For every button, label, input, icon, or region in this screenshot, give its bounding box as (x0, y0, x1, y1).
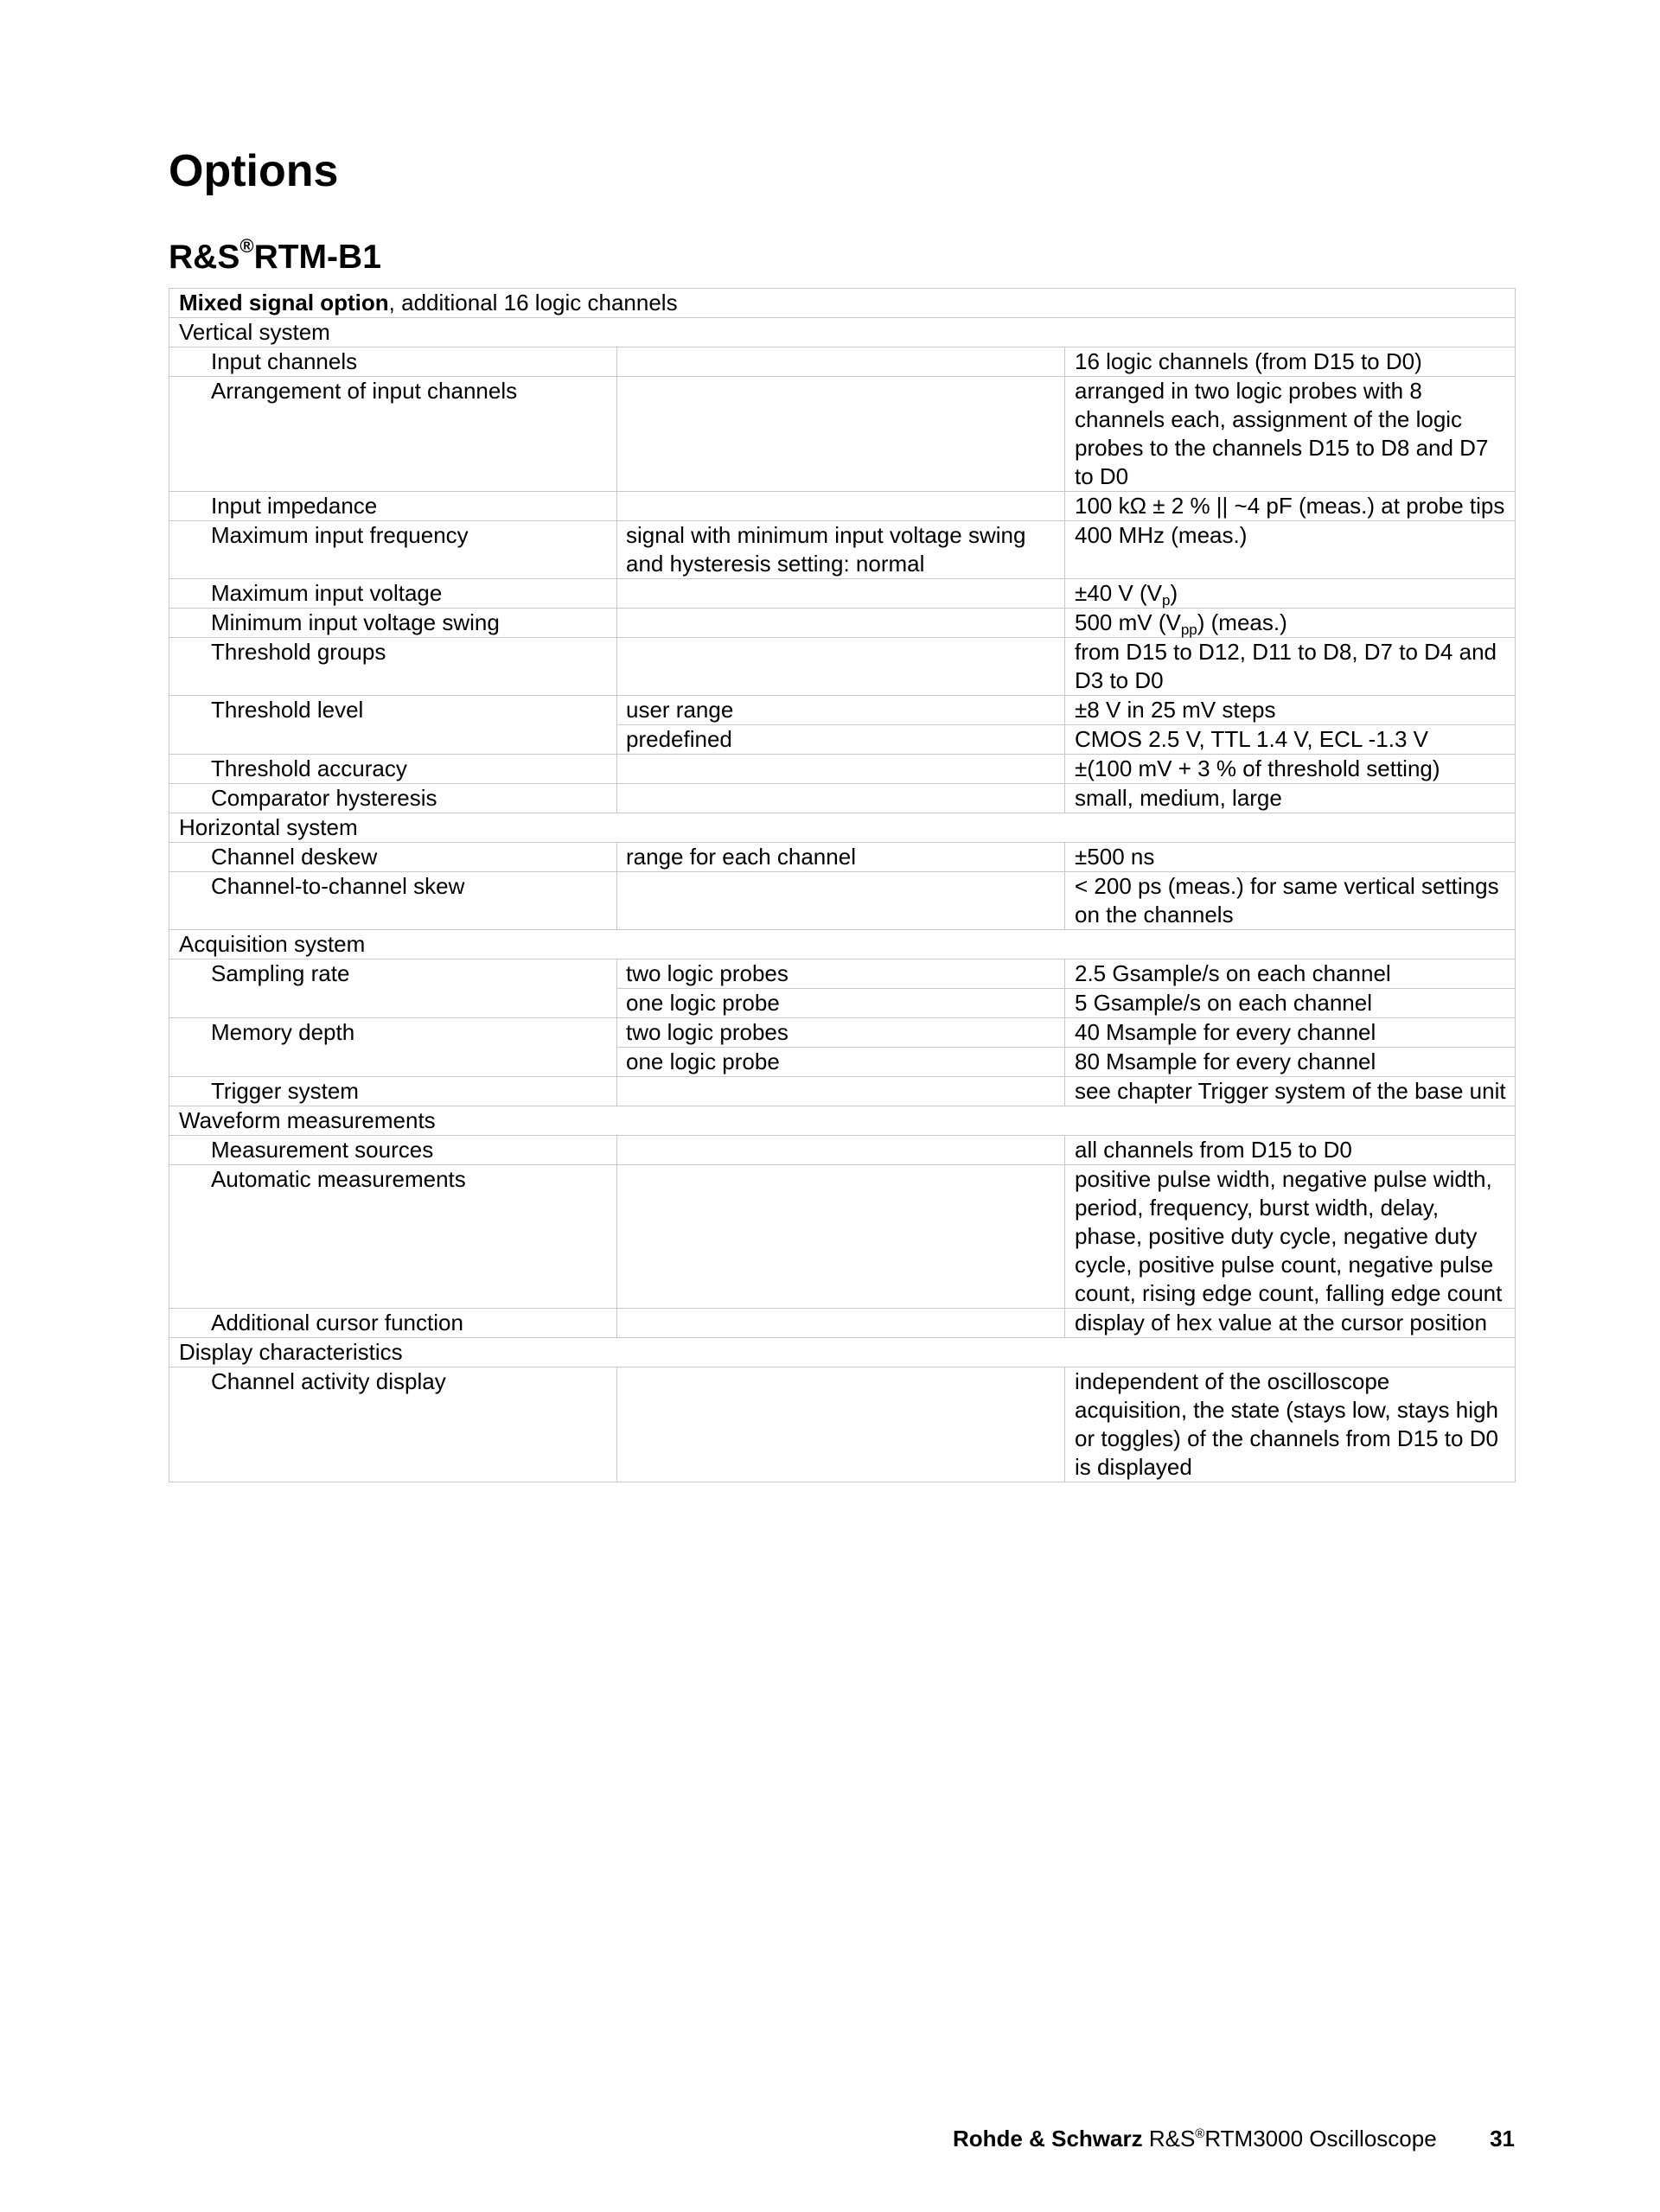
group-row (169, 1106, 1516, 1136)
param-cell: Maximum input voltage (169, 579, 617, 609)
param-cell: Threshold accuracy (169, 755, 617, 784)
intro-cell (169, 289, 1516, 318)
param-cell: Threshold groups (169, 638, 617, 696)
value-text: ) (1170, 580, 1178, 606)
condition-cell (617, 377, 1065, 492)
condition-cell (617, 1309, 1065, 1338)
param-cell: Sampling rate (169, 959, 617, 1018)
table-row (169, 1018, 1516, 1048)
condition-cell (617, 347, 1065, 377)
param-cell: Automatic measurements (169, 1165, 617, 1309)
condition-cell (617, 1165, 1065, 1309)
table-row (169, 1367, 1516, 1482)
condition-cell (617, 1367, 1065, 1482)
value-cell: 2.5 Gsample/s on each channel (1065, 959, 1516, 989)
param-cell: Trigger system (169, 1077, 617, 1106)
section-prefix: R&S (169, 239, 240, 276)
condition-cell (617, 492, 1065, 521)
group-row (169, 318, 1516, 347)
value-cell: display of hex value at the cursor position (1065, 1309, 1516, 1338)
condition-cell (617, 609, 1065, 638)
value-cell: arranged in two logic probes with 8 channels each, assignment of the logic probes to the channels D15 to D8 and D7 to D0 (1065, 377, 1516, 492)
group-display: Display characteristics (169, 1338, 1516, 1367)
intro-bold: Mixed signal option (179, 290, 389, 316)
footer-product: RTM3000 Oscilloscope (1204, 2126, 1437, 2151)
value-cell: independent of the oscilloscope acquisition, the state (stays low, stays high or toggles) of the channels from D15 to D0 is displayed (1065, 1367, 1516, 1482)
condition-cell (617, 1077, 1065, 1106)
table-row (169, 784, 1516, 813)
group-horizontal: Horizontal system (169, 813, 1516, 843)
footer-product-prefix: R&S (1148, 2126, 1196, 2151)
value-cell: from D15 to D12, D11 to D8, D7 to D4 and D3 to D0 (1065, 638, 1516, 696)
value-cell: < 200 ps (meas.) for same vertical settings on the channels (1065, 872, 1516, 930)
condition-cell (617, 872, 1065, 930)
param-cell: Threshold level (169, 696, 617, 755)
table-row (169, 843, 1516, 872)
value-cell: all channels from D15 to D0 (1065, 1136, 1516, 1165)
table-row (169, 1165, 1516, 1309)
condition-cell: signal with minimum input voltage swing and hysteresis setting: normal (617, 521, 1065, 579)
condition-cell: user range (617, 696, 1065, 725)
table-row (169, 696, 1516, 725)
section-name: RTM-B1 (253, 239, 381, 276)
table-row (169, 492, 1516, 521)
group-waveform: Waveform measurements (169, 1106, 1516, 1136)
section-title (169, 235, 381, 277)
page-number: 31 (1490, 2126, 1515, 2151)
table-row (169, 609, 1516, 638)
condition-cell: range for each channel (617, 843, 1065, 872)
value-cell: 40 Msample for every channel (1065, 1018, 1516, 1048)
param-cell: Minimum input voltage swing (169, 609, 617, 638)
condition-cell: two logic probes (617, 1018, 1065, 1048)
condition-cell (617, 784, 1065, 813)
group-row (169, 1338, 1516, 1367)
param-cell: Arrangement of input channels (169, 377, 617, 492)
group-acquisition: Acquisition system (169, 930, 1516, 959)
registered-mark: ® (239, 235, 254, 257)
intro-row (169, 289, 1516, 318)
value-cell: 80 Msample for every channel (1065, 1048, 1516, 1077)
param-cell: Maximum input frequency (169, 521, 617, 579)
footer-brand: Rohde & Schwarz (953, 2126, 1143, 2151)
value-cell: 400 MHz (meas.) (1065, 521, 1516, 579)
table-row (169, 755, 1516, 784)
table-row (169, 1136, 1516, 1165)
value-cell: 5 Gsample/s on each channel (1065, 989, 1516, 1018)
table-row (169, 638, 1516, 696)
value-cell: CMOS 2.5 V, TTL 1.4 V, ECL -1.3 V (1065, 725, 1516, 755)
value-cell: 16 logic channels (from D15 to D0) (1065, 347, 1516, 377)
value-cell: ±(100 mV + 3 % of threshold setting) (1065, 755, 1516, 784)
intro-rest: , additional 16 logic channels (388, 290, 678, 316)
param-cell: Channel deskew (169, 843, 617, 872)
value-subscript: p (1161, 592, 1171, 609)
param-cell: Memory depth (169, 1018, 617, 1077)
param-cell: Comparator hysteresis (169, 784, 617, 813)
spec-table (169, 288, 1516, 1482)
condition-cell: one logic probe (617, 1048, 1065, 1077)
condition-cell: predefined (617, 725, 1065, 755)
group-vertical: Vertical system (169, 318, 1516, 347)
param-cell: Channel-to-channel skew (169, 872, 617, 930)
condition-cell: two logic probes (617, 959, 1065, 989)
table-row (169, 872, 1516, 930)
table-row (169, 1077, 1516, 1106)
footer-registered-mark: ® (1195, 2126, 1205, 2141)
param-cell: Measurement sources (169, 1136, 617, 1165)
table-row (169, 1309, 1516, 1338)
value-text: ) (meas.) (1197, 609, 1287, 635)
condition-cell (617, 638, 1065, 696)
value-cell: see chapter Trigger system of the base unit (1065, 1077, 1516, 1106)
param-cell: Additional cursor function (169, 1309, 617, 1338)
table-row (169, 579, 1516, 609)
condition-cell (617, 755, 1065, 784)
param-cell: Channel activity display (169, 1367, 617, 1482)
page-title: Options (169, 146, 339, 196)
value-cell (1065, 609, 1516, 638)
value-cell: ±500 ns (1065, 843, 1516, 872)
table-row (169, 521, 1516, 579)
value-text: 500 mV (V (1075, 609, 1181, 635)
condition-cell (617, 1136, 1065, 1165)
condition-cell (617, 579, 1065, 609)
group-row (169, 813, 1516, 843)
group-row (169, 930, 1516, 959)
page-footer (953, 2125, 1515, 2153)
value-cell: positive pulse width, negative pulse width, period, frequency, burst width, delay, phase, positive duty cycle, negative duty cycle, positive pulse count, negative pulse count, rising edge count, falling edge count (1065, 1165, 1516, 1309)
value-text: ±40 V (V (1075, 580, 1162, 606)
param-cell: Input impedance (169, 492, 617, 521)
value-cell: ±8 V in 25 mV steps (1065, 696, 1516, 725)
table-row (169, 377, 1516, 492)
table-row (169, 347, 1516, 377)
value-subscript: pp (1180, 622, 1197, 638)
table-row (169, 959, 1516, 989)
param-cell: Input channels (169, 347, 617, 377)
value-cell: 100 kΩ ± 2 % || ~4 pF (meas.) at probe tips (1065, 492, 1516, 521)
value-cell (1065, 579, 1516, 609)
value-cell: small, medium, large (1065, 784, 1516, 813)
condition-cell: one logic probe (617, 989, 1065, 1018)
